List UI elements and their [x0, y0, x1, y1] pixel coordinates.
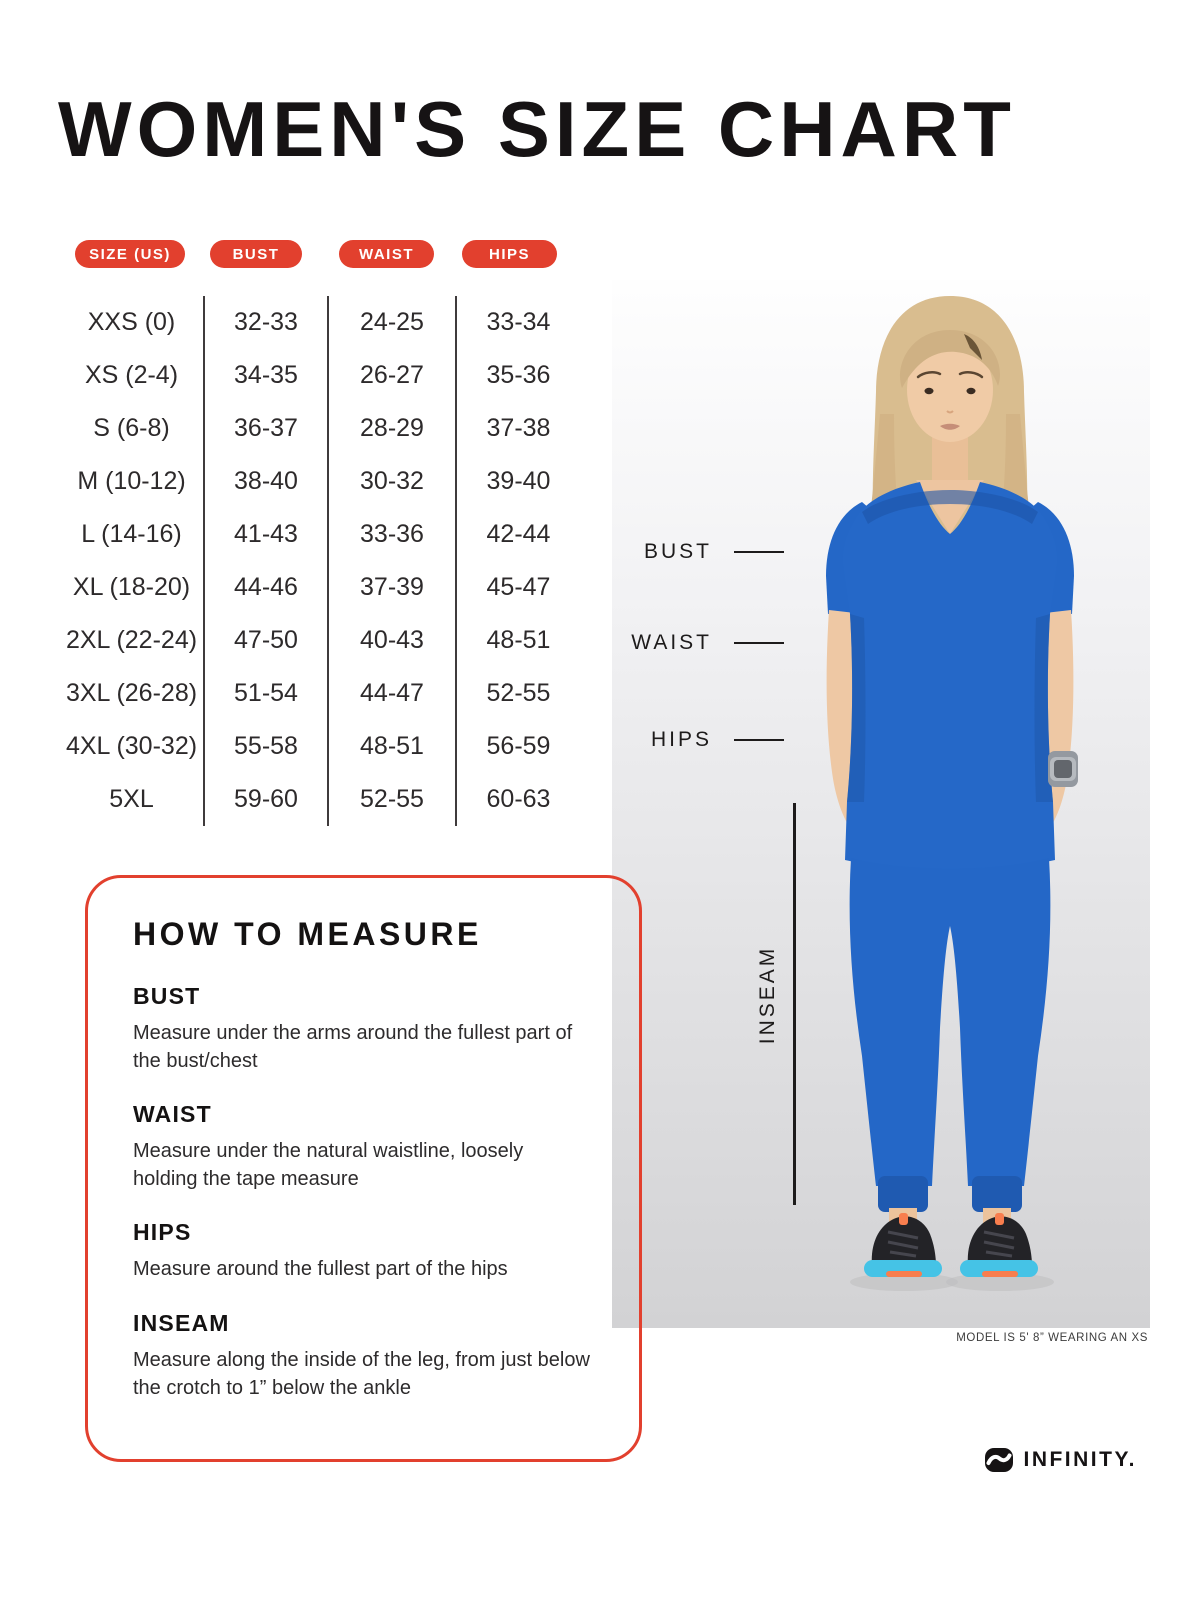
- measure-item-inseam: [133, 1310, 599, 1402]
- measure-item-label: HIPS: [133, 1219, 192, 1246]
- hips-cell: 56-59: [455, 720, 580, 773]
- bust-cell: 44-46: [203, 561, 327, 614]
- waist-cell: 37-39: [327, 561, 455, 614]
- hips-cell: 52-55: [455, 667, 580, 720]
- brand-wordmark: INFINITY.: [1023, 1448, 1137, 1471]
- measure-item-label: WAIST: [133, 1101, 212, 1128]
- measure-item-text: Measure along the inside of the leg, from just below the crotch to 1” below the ankle: [133, 1348, 590, 1399]
- hips-cell: 60-63: [455, 773, 580, 826]
- waist-callout-line: [734, 642, 784, 644]
- bust-callout-label: BUST: [643, 540, 712, 563]
- hips-cell: 42-44: [455, 508, 580, 561]
- size-cell: 3XL (26-28): [65, 679, 198, 707]
- measure-item-bust: [133, 983, 599, 1075]
- page-title: WOMEN'S SIZE CHART: [58, 85, 1016, 173]
- measure-item-label: INSEAM: [133, 1309, 230, 1336]
- hips-cell: 48-51: [455, 614, 580, 667]
- measure-item-text: Measure under the arms around the fullest part of the bust/chest: [133, 1022, 573, 1072]
- hips-callout-line: [734, 739, 784, 741]
- measure-item-label: BUST: [133, 983, 201, 1009]
- smartwatch-icon: [1048, 751, 1078, 787]
- bust-cell: 41-43: [203, 508, 327, 561]
- waist-cell: 30-32: [327, 455, 455, 508]
- measure-item-hips: [133, 1219, 599, 1284]
- hips-cell: 35-36: [455, 349, 580, 402]
- column-header-pill-hips: HIPS: [462, 240, 557, 268]
- bust-callout: [622, 539, 784, 565]
- measure-item-text: Measure under the natural waistline, loosely holding the tape measure: [133, 1140, 524, 1190]
- bust-cell: 55-58: [203, 720, 327, 773]
- size-cell: XL (18-20): [72, 573, 191, 601]
- model-photo: [612, 280, 1150, 1328]
- size-cell: 2XL (22-24): [65, 626, 198, 654]
- waist-cell: 52-55: [327, 773, 455, 826]
- size-cell: XS (2-4): [84, 361, 179, 389]
- size-cell: L (14-16): [81, 520, 182, 548]
- bust-cell: 59-60: [203, 773, 327, 826]
- hips-callout-label: HIPS: [650, 728, 712, 751]
- size-cell: M (10-12): [77, 467, 186, 495]
- size-table: [60, 296, 580, 826]
- bust-callout-line: [734, 551, 784, 553]
- sneaker: [864, 1213, 942, 1277]
- waist-cell: 26-27: [327, 349, 455, 402]
- column-header-pill-waist: WAIST: [339, 240, 434, 268]
- model-caption: MODEL IS 5' 8” WEARING AN XS: [956, 1332, 1148, 1344]
- waist-cell: 44-47: [327, 667, 455, 720]
- waist-cell: 33-36: [327, 508, 455, 561]
- brand-logo: [985, 1446, 1137, 1474]
- waist-cell: 40-43: [327, 614, 455, 667]
- waist-cell: 48-51: [327, 720, 455, 773]
- bust-cell: 51-54: [203, 667, 327, 720]
- how-to-measure-title: HOW TO MEASURE: [133, 916, 482, 952]
- model-illustration: [612, 280, 1150, 1328]
- infinity-logo-icon: [985, 1446, 1013, 1474]
- size-cell: S (6-8): [93, 414, 170, 442]
- bust-cell: 36-37: [203, 402, 327, 455]
- bust-cell: 32-33: [203, 296, 327, 349]
- size-cell: XXS (0): [87, 308, 176, 336]
- waist-cell: 28-29: [327, 402, 455, 455]
- hips-cell: 45-47: [455, 561, 580, 614]
- hips-callout: [622, 727, 784, 753]
- measure-item-waist: [133, 1101, 599, 1193]
- waist-cell: 24-25: [327, 296, 455, 349]
- waist-callout: [622, 630, 784, 656]
- waist-callout-label: WAIST: [631, 631, 712, 654]
- how-to-measure-box: [85, 875, 642, 1462]
- hips-cell: 39-40: [455, 455, 580, 508]
- hips-cell: 33-34: [455, 296, 580, 349]
- column-header-pill-bust: BUST: [210, 240, 302, 268]
- inseam-callout-line: [793, 803, 796, 1205]
- column-header-pill-size: SIZE (US): [75, 240, 185, 268]
- inseam-callout-label: INSEAM: [756, 945, 779, 1045]
- size-cell: 4XL (30-32): [65, 732, 198, 760]
- bust-cell: 47-50: [203, 614, 327, 667]
- measure-item-text: Measure around the fullest part of the hips: [133, 1258, 508, 1281]
- size-cell: 5XL: [109, 785, 154, 813]
- hips-cell: 37-38: [455, 402, 580, 455]
- bust-cell: 34-35: [203, 349, 327, 402]
- bust-cell: 38-40: [203, 455, 327, 508]
